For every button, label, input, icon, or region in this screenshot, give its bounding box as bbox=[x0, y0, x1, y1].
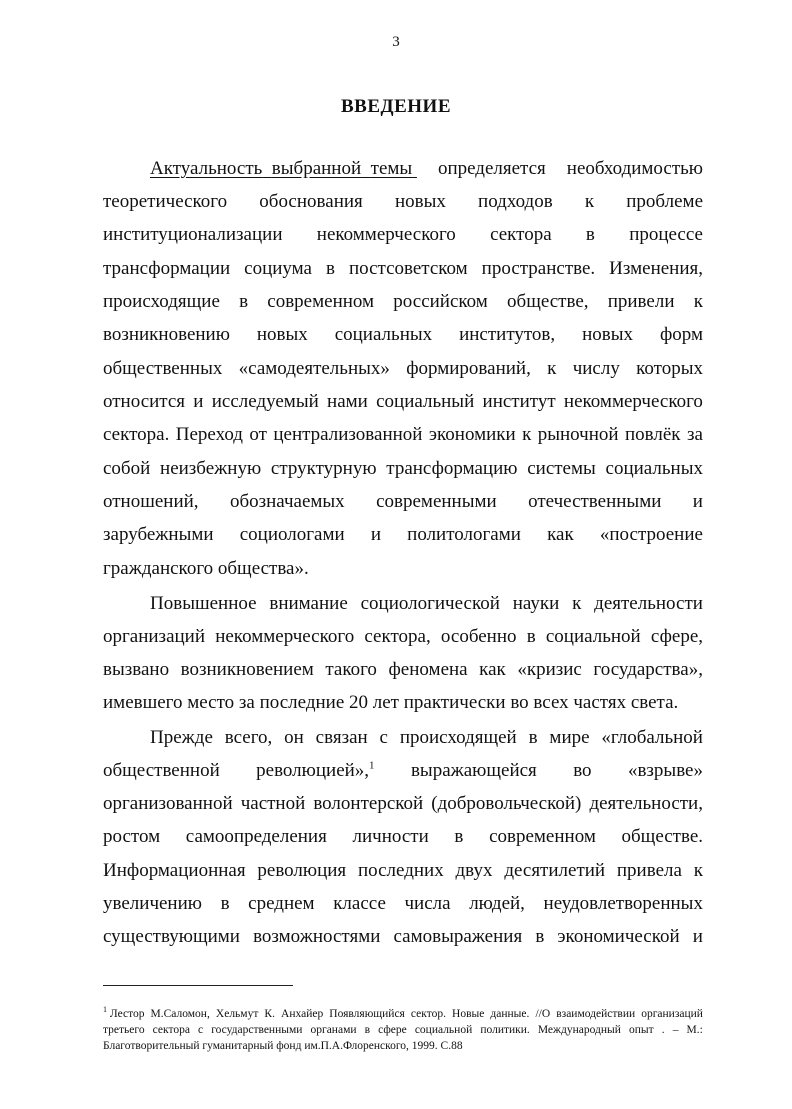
text-word: Анхайер bbox=[281, 1008, 324, 1020]
text-word: социальной bbox=[414, 1024, 473, 1036]
text-word: возникновением bbox=[180, 659, 314, 680]
text-word: неудовлетворенных bbox=[543, 893, 703, 914]
text-word: постсоветском bbox=[348, 258, 468, 279]
text-line bbox=[103, 490, 703, 514]
text-word: государственными bbox=[211, 1024, 303, 1036]
text-word: некоммерческого bbox=[215, 626, 355, 647]
text-word: рыночной bbox=[537, 424, 619, 445]
text-word: подходов bbox=[478, 191, 553, 212]
text-word: привели bbox=[607, 291, 675, 312]
text-word: во bbox=[573, 760, 592, 781]
text-line bbox=[103, 290, 703, 314]
text-word: проблеме bbox=[626, 191, 703, 212]
text-word: возможностями bbox=[253, 926, 381, 947]
text-word: социальной bbox=[545, 626, 641, 647]
text-line bbox=[103, 759, 703, 783]
text-word: некоммерческого bbox=[316, 224, 456, 245]
text-word: в bbox=[526, 626, 536, 647]
text-word: процессе bbox=[629, 224, 703, 245]
text-word: обществе. bbox=[621, 826, 703, 847]
text-word: необходимостью bbox=[566, 158, 703, 179]
text-word: за bbox=[686, 424, 703, 445]
text-word: Прежде bbox=[150, 727, 213, 748]
text-word: вызвано bbox=[103, 659, 170, 680]
text-word: опыт bbox=[628, 1024, 654, 1036]
text-word: отношений, bbox=[103, 491, 199, 512]
text-word: и bbox=[193, 391, 204, 412]
text-word: в bbox=[535, 926, 545, 947]
footnote-first-word bbox=[103, 1007, 144, 1021]
text-word: мире bbox=[549, 727, 590, 748]
text-word: Повышенное bbox=[150, 593, 257, 614]
text-line bbox=[103, 523, 703, 547]
footnote-line: Благотворительный гуманитарный фонд им.П.А.Флоренского, 1999. С.88 bbox=[103, 1040, 463, 1052]
text-word: обществе, bbox=[507, 291, 589, 312]
text-word: определяется bbox=[437, 158, 546, 179]
text-line: гражданского общества». bbox=[103, 558, 309, 579]
text-line: имевшего место за последние 20 лет практически во всех частях света. bbox=[103, 692, 679, 713]
text-line bbox=[103, 457, 703, 481]
text-line bbox=[103, 257, 703, 281]
text-word: обоснования bbox=[259, 191, 363, 212]
page-heading: ВВЕДЕНИЕ bbox=[341, 96, 451, 117]
footnote-mark: 1 bbox=[103, 1005, 107, 1015]
text-word: новых bbox=[582, 324, 633, 345]
text-word: сектора bbox=[152, 1024, 190, 1036]
text-word: самоопределения bbox=[185, 826, 327, 847]
text-word: науки bbox=[512, 593, 560, 614]
text-word: в bbox=[585, 224, 595, 245]
text-word: от bbox=[249, 424, 267, 445]
text-word: общественных bbox=[103, 358, 223, 379]
text-word: М.: bbox=[686, 1024, 703, 1036]
text-word: происходящие bbox=[103, 291, 220, 312]
text-word: собой bbox=[103, 458, 151, 479]
text-word: к bbox=[693, 291, 703, 312]
text-line bbox=[103, 892, 703, 916]
text-word: неизбежную bbox=[160, 458, 262, 479]
text-word: Хельмут bbox=[215, 1008, 259, 1020]
text-word-with-footnote bbox=[256, 759, 374, 783]
text-word: деятельности bbox=[594, 593, 703, 614]
text-word: Международный bbox=[537, 1024, 621, 1036]
text-word: социальный bbox=[376, 391, 475, 412]
text-word: революция bbox=[257, 860, 347, 881]
text-word: он bbox=[284, 727, 304, 748]
text-word: в bbox=[364, 1024, 371, 1036]
text-line bbox=[103, 658, 703, 682]
text-word: такого bbox=[325, 659, 377, 680]
text-word: социологами bbox=[239, 524, 345, 545]
text-word: М.Саломон, bbox=[150, 1008, 210, 1020]
text-word: отечественными bbox=[528, 491, 662, 512]
text-word: институционализации bbox=[103, 224, 283, 245]
footnote-reference[interactable]: 1 bbox=[369, 759, 375, 772]
text-word: //О bbox=[535, 1008, 551, 1020]
text-word: централизованной bbox=[273, 424, 423, 445]
text-underlined bbox=[150, 157, 417, 181]
text-word: Информационная bbox=[103, 860, 246, 881]
text-word: трансформацию bbox=[386, 458, 518, 479]
text-word: новых bbox=[394, 191, 446, 212]
text-word: современном bbox=[267, 291, 375, 312]
text-word: Изменения, bbox=[609, 258, 703, 279]
text-word: частной bbox=[240, 793, 306, 814]
text-word: последних bbox=[357, 860, 444, 881]
text-word: повлёк bbox=[624, 424, 681, 445]
text-word: связан bbox=[315, 727, 368, 748]
text-word: трансформации bbox=[103, 258, 231, 279]
text-word: и bbox=[370, 524, 381, 545]
text-word: Переход bbox=[175, 424, 243, 445]
text-word: самовыражения bbox=[393, 926, 523, 947]
text-word: Лестор bbox=[109, 1008, 145, 1020]
text-word: исследуемый bbox=[211, 391, 319, 412]
text-line bbox=[150, 592, 703, 616]
text-word: числа bbox=[404, 893, 451, 914]
text-word: Актуальность bbox=[150, 158, 263, 179]
text-word: институт bbox=[482, 391, 556, 412]
text-line bbox=[103, 825, 703, 849]
text-word: «кризис bbox=[517, 659, 582, 680]
text-word: волонтерской bbox=[313, 793, 424, 814]
text-word: форм bbox=[659, 324, 703, 345]
text-word: сфере, bbox=[650, 626, 703, 647]
text-line bbox=[103, 390, 703, 414]
text-word: классе bbox=[333, 893, 386, 914]
text-word: и bbox=[692, 926, 703, 947]
text-word: современном bbox=[489, 826, 596, 847]
text-word: сектора, bbox=[364, 626, 431, 647]
text-word: личности bbox=[352, 826, 429, 847]
text-word: в bbox=[454, 826, 464, 847]
text-word: с bbox=[379, 727, 388, 748]
text-word: органами bbox=[310, 1024, 357, 1036]
text-word: формирований, bbox=[406, 358, 531, 379]
text-word: «глобальной bbox=[601, 727, 703, 748]
text-word: десятилетий bbox=[504, 860, 606, 881]
text-word: всего, bbox=[224, 727, 273, 748]
text-word: системы bbox=[527, 458, 596, 479]
text-line bbox=[103, 925, 703, 949]
text-word: Появляющийся bbox=[329, 1008, 405, 1020]
text-word: ростом bbox=[103, 826, 161, 847]
text-line bbox=[103, 423, 703, 447]
text-word: К. bbox=[264, 1008, 275, 1020]
text-word: (добровольческой) bbox=[431, 793, 582, 814]
text-word: как bbox=[547, 524, 574, 545]
text-line bbox=[103, 323, 703, 347]
text-word: социума bbox=[244, 258, 312, 279]
text-word: выбранной bbox=[271, 158, 362, 179]
text-word: существующими bbox=[103, 926, 240, 947]
text-word: происходящей bbox=[399, 727, 517, 748]
text-word: к bbox=[572, 593, 582, 614]
text-word: сектор. bbox=[410, 1008, 446, 1020]
text-word: и bbox=[692, 491, 703, 512]
text-word: деятельности, bbox=[589, 793, 703, 814]
text-line bbox=[103, 357, 703, 381]
text-word: институтов, bbox=[459, 324, 556, 345]
footnote-rule bbox=[103, 985, 293, 986]
text-word: организованной bbox=[103, 793, 233, 814]
text-word: социальных bbox=[334, 324, 433, 345]
text-word: российском bbox=[393, 291, 488, 312]
text-word: – bbox=[672, 1024, 679, 1036]
text-word: обозначаемых bbox=[229, 491, 345, 512]
text-word: некоммерческого bbox=[563, 391, 703, 412]
text-word: организаций bbox=[641, 1008, 703, 1020]
text-word: двух bbox=[455, 860, 493, 881]
text-word: привела bbox=[616, 860, 682, 881]
text-word: общественной bbox=[103, 760, 220, 781]
footnote-line bbox=[103, 1007, 703, 1021]
footnote-line bbox=[103, 1023, 703, 1037]
text-word: «самодеятельных» bbox=[238, 358, 390, 379]
text-word: государства», bbox=[593, 659, 703, 680]
text-word: современными bbox=[376, 491, 497, 512]
text-word: взаимодействии bbox=[556, 1008, 636, 1020]
text-word: Новые bbox=[452, 1008, 485, 1020]
text-word: в bbox=[220, 893, 230, 914]
text-word: которых bbox=[636, 358, 703, 379]
text-word: революцией», bbox=[256, 760, 370, 781]
text-word: к bbox=[693, 860, 703, 881]
text-line bbox=[103, 792, 703, 816]
text-word: к bbox=[584, 191, 595, 212]
text-word: . bbox=[661, 1024, 665, 1036]
text-word: организаций bbox=[103, 626, 206, 647]
text-word: в bbox=[528, 727, 538, 748]
page-number: 3 bbox=[392, 34, 400, 50]
text-word: экономики bbox=[428, 424, 516, 445]
text-word: структурную bbox=[270, 458, 377, 479]
text-word: к bbox=[522, 424, 532, 445]
text-line bbox=[150, 726, 703, 750]
text-word: социальных bbox=[605, 458, 703, 479]
text-word: политики. bbox=[480, 1024, 530, 1036]
text-word: с bbox=[198, 1024, 204, 1036]
text-word: числу bbox=[572, 358, 620, 379]
text-word: новых bbox=[256, 324, 308, 345]
text-word: зарубежными bbox=[103, 524, 214, 545]
text-line bbox=[103, 625, 703, 649]
text-word: «взрыве» bbox=[627, 760, 703, 781]
text-line bbox=[150, 157, 703, 181]
text-word: сектора. bbox=[103, 424, 170, 445]
text-word: выражающейся bbox=[410, 760, 537, 781]
text-word: относится bbox=[103, 391, 186, 412]
text-word: данные. bbox=[490, 1008, 530, 1020]
text-line bbox=[103, 223, 703, 247]
text-word: пространстве. bbox=[481, 258, 596, 279]
text-word: сектора bbox=[490, 224, 552, 245]
text-word: политологами bbox=[407, 524, 521, 545]
text-word: темы bbox=[370, 158, 413, 179]
text-word: возникновению bbox=[103, 324, 230, 345]
text-word: особенно bbox=[440, 626, 517, 647]
text-word: социологической bbox=[360, 593, 500, 614]
text-word: в bbox=[239, 291, 249, 312]
text-word: сфере bbox=[378, 1024, 407, 1036]
text-word: третьего bbox=[103, 1024, 145, 1036]
text-word: «построение bbox=[599, 524, 703, 545]
text-word: как bbox=[479, 659, 506, 680]
text-word: экономической bbox=[557, 926, 680, 947]
text-word: нами bbox=[327, 391, 368, 412]
text-word: среднем bbox=[248, 893, 315, 914]
text-word: людей, bbox=[469, 893, 525, 914]
text-line bbox=[103, 190, 703, 214]
text-word: в bbox=[325, 258, 335, 279]
text-word: феномена bbox=[388, 659, 468, 680]
text-word: внимание bbox=[269, 593, 348, 614]
text-word: увеличению bbox=[103, 893, 202, 914]
text-word: теоретического bbox=[103, 191, 228, 212]
text-word: к bbox=[547, 358, 557, 379]
text-line bbox=[103, 859, 703, 883]
